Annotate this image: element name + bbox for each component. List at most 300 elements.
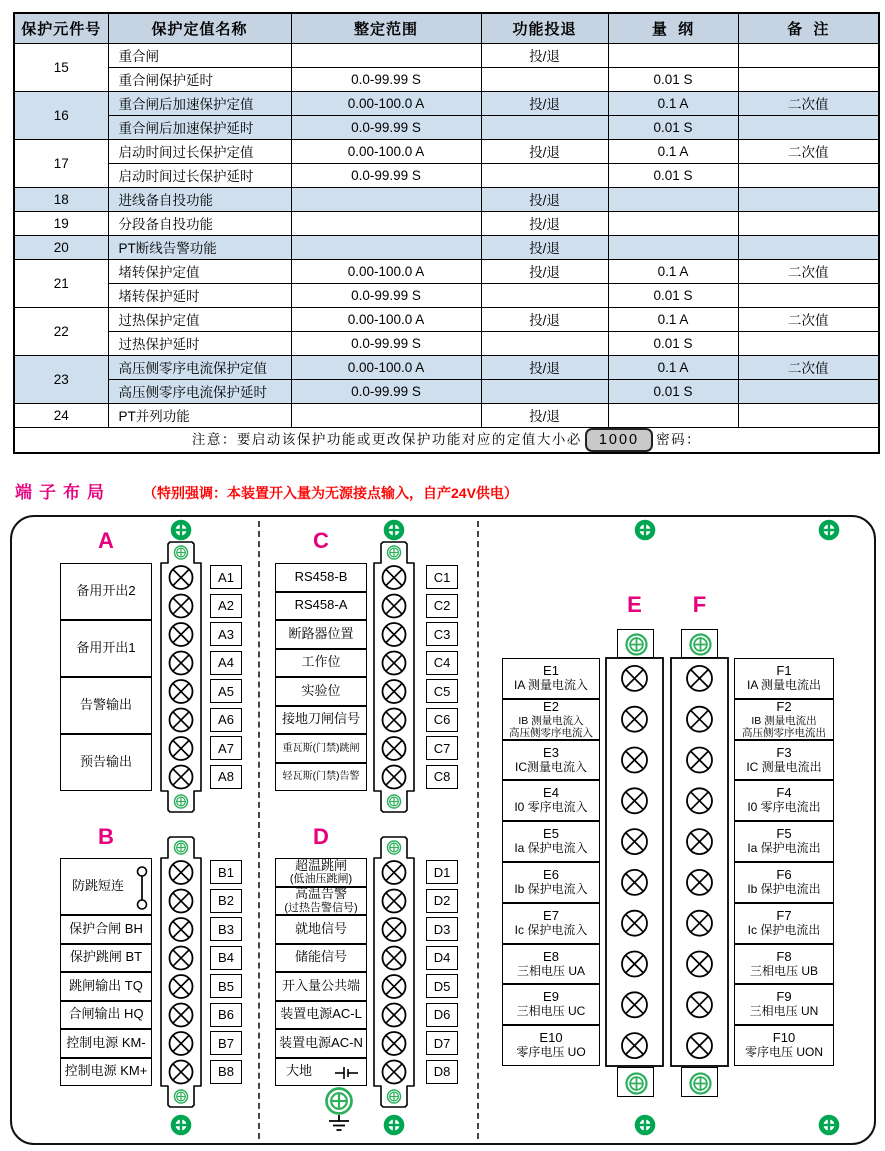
block-d-label-box-7 [275, 1058, 367, 1087]
terminal-number-b7: B7 [210, 1031, 242, 1055]
toggle-cell: 投/退 [481, 139, 608, 163]
setting-name-cell: PT断线告警功能 [108, 235, 291, 259]
terminal-icon-f4 [687, 788, 712, 813]
screw-icon [637, 1117, 653, 1133]
terminal-id: E4 [543, 785, 559, 801]
terminal-desc: 零序电压 UON [744, 1045, 823, 1060]
label-text: 开入量公共端 [281, 977, 360, 993]
range-cell: 0.0-99.99 S [291, 115, 481, 139]
terminal-id: F7 [776, 907, 792, 923]
terminal-icon-d5 [383, 975, 406, 998]
terminal-icon-f8 [687, 952, 712, 977]
range-cell [291, 187, 481, 211]
settings-table [13, 12, 880, 454]
terminal-icon-f6 [687, 870, 712, 895]
terminal-number-b8: B8 [210, 1060, 242, 1084]
element-number-cell: 24 [14, 403, 108, 427]
terminal-desc: Ib 保护电流入 [514, 881, 588, 896]
screw-icon [627, 1073, 647, 1093]
corner-screw-icon [818, 519, 840, 541]
terminal-icon-c1 [383, 566, 406, 589]
terminal-icon-c8 [383, 766, 406, 789]
unit-cell: 0.1 A [608, 91, 738, 115]
terminal-number-d4: D4 [426, 946, 458, 970]
terminal-id: E8 [543, 948, 559, 964]
ground-screw-icon [325, 1087, 353, 1115]
block-b-label: B [98, 824, 114, 849]
label-text: RS458-A [294, 597, 348, 613]
terminal-number-d8: D8 [426, 1060, 458, 1084]
terminal-desc: 零序电压 UO [516, 1045, 586, 1060]
label-text: 工作位 [301, 654, 341, 670]
screw-icon [173, 1117, 189, 1133]
terminal-icon-d6 [383, 1004, 406, 1027]
terminal-id: F10 [772, 1030, 796, 1046]
terminal-desc: Ic 保护电流入 [514, 922, 588, 937]
terminal-number-a5: A5 [210, 679, 242, 703]
terminal-id: F5 [776, 826, 792, 842]
range-cell: 0.00-100.0 A [291, 91, 481, 115]
terminal-icon-f5 [687, 829, 712, 854]
screw-icon [327, 1089, 352, 1114]
note-suffix: 密码： [656, 431, 702, 447]
row-f4-label [734, 780, 834, 821]
remark-cell [738, 67, 879, 91]
setting-name-cell: 启动时间过长保护定值 [108, 139, 291, 163]
terminal-id: F8 [776, 948, 792, 964]
terminal-icon-b1 [170, 861, 193, 884]
terminal-number-a1: A1 [210, 565, 242, 589]
range-cell [291, 43, 481, 67]
unit-cell: 0.01 S [608, 67, 738, 91]
table-row [14, 403, 879, 427]
range-cell: 0.0-99.99 S [291, 163, 481, 187]
setting-name-cell: 重合闸后加速保护延时 [108, 115, 291, 139]
section-emphasis: （特别强调：本装置开入量为无源接点输入，自产24V供电） [143, 485, 518, 501]
terminal-icon-a6 [170, 709, 193, 732]
terminal-desc: 三相电压 UN [749, 1004, 819, 1019]
screw-icon [689, 633, 712, 656]
block-a-label-box-1 [60, 620, 152, 677]
terminal-id: F6 [776, 867, 792, 883]
toggle-cell: 投/退 [481, 403, 608, 427]
terminal-id: E10 [539, 1030, 563, 1046]
terminal-desc: IB 测量电流出 [751, 714, 817, 727]
block-c-label-box-1 [275, 592, 367, 621]
terminal-desc: IA 测量电流入 [513, 677, 588, 692]
corner-screw-icon [170, 1114, 192, 1136]
row-f7-label [734, 903, 834, 944]
terminal-number-d5: D5 [426, 974, 458, 998]
range-cell: 0.00-100.0 A [291, 139, 481, 163]
unit-cell [608, 211, 738, 235]
block-b-label-box-4 [60, 1001, 152, 1030]
table-row [14, 379, 879, 403]
terminal-number-d1: D1 [426, 860, 458, 884]
row-e7-label [502, 903, 600, 944]
toggle-cell: 投/退 [481, 211, 608, 235]
header-cell-1: 保护定值名称 [108, 13, 291, 43]
terminal-icon-d3 [383, 918, 406, 941]
terminal-icon-a1 [170, 566, 193, 589]
range-cell [291, 235, 481, 259]
terminal-icon-e4 [622, 788, 647, 813]
element-number-cell: 20 [14, 235, 108, 259]
terminal-icon-b5 [170, 975, 193, 998]
note-row [14, 427, 879, 453]
label-text: 断路器位置 [288, 625, 354, 641]
block-e-label: E [627, 592, 642, 617]
terminal-icon-b3 [170, 918, 193, 941]
block-d-label-box-3 [275, 944, 367, 973]
terminal-icon-f7 [687, 911, 712, 936]
remark-cell: 二次值 [738, 355, 879, 379]
setting-name-cell: 重合闸保护延时 [108, 67, 291, 91]
terminal-icon-c6 [383, 709, 406, 732]
terminal-icon-a8 [170, 766, 193, 789]
block-b-label-box-6 [60, 1058, 152, 1087]
terminal-desc: 三相电压 UC [516, 1004, 586, 1019]
label-text: 保护跳闸 BT [69, 949, 143, 965]
remark-cell: 二次值 [738, 307, 879, 331]
toggle-cell [481, 283, 608, 307]
terminal-number-a7: A7 [210, 736, 242, 760]
table-row [14, 139, 879, 163]
terminal-number-a2: A2 [210, 594, 242, 618]
row-e1-label [502, 658, 600, 699]
label-text: 预告输出 [79, 754, 132, 770]
corner-screw-icon [818, 1114, 840, 1136]
label-text: 控制电源 KM+ [64, 1063, 148, 1079]
block-d-label-box-2 [275, 915, 367, 944]
toggle-cell [481, 115, 608, 139]
remark-cell [738, 43, 879, 67]
block-c-label-box-4 [275, 677, 367, 706]
terminal-id: F4 [776, 785, 792, 801]
label-text: 高温告警 [294, 886, 347, 902]
setting-name-cell: PT并列功能 [108, 403, 291, 427]
label-text: 合闸输出 HQ [68, 1006, 144, 1022]
screw-icon [691, 1073, 711, 1093]
block-d-label: D [313, 824, 329, 849]
terminal-desc: 高压侧零序电流出 [742, 726, 826, 739]
corner-screw-icon [634, 519, 656, 541]
table-row [14, 283, 879, 307]
element-number-cell: 17 [14, 139, 108, 187]
toggle-cell: 投/退 [481, 259, 608, 283]
remark-cell [738, 403, 879, 427]
terminal-id: E7 [543, 907, 559, 923]
row-f3-label [734, 740, 834, 781]
terminal-icon-c4 [383, 652, 406, 675]
terminal-icon-e8 [622, 952, 647, 977]
label-text: 装置电源AC-N [279, 1034, 363, 1050]
chassis-ground-icon [334, 1065, 360, 1081]
password-box: 1000 [585, 428, 653, 452]
terminal-icon-a3 [170, 623, 193, 646]
row-e8-label [502, 944, 600, 985]
block-d-label-box-1 [275, 887, 367, 916]
block-c-label-box-0 [275, 563, 367, 592]
terminal-icon-f3 [687, 748, 712, 773]
terminal-icon-e2 [622, 707, 647, 732]
range-cell: 0.0-99.99 S [291, 67, 481, 91]
table-row [14, 307, 879, 331]
header-cell-2: 整定范围 [291, 13, 481, 43]
block-b-label-box-0 [60, 858, 152, 915]
terminal-icon-f10 [687, 1033, 712, 1058]
remark-cell [738, 379, 879, 403]
remark-cell [738, 211, 879, 235]
screw-box-e-bottom [617, 1067, 654, 1097]
terminal-number-c2: C2 [426, 594, 458, 618]
range-cell: 0.00-100.0 A [291, 307, 481, 331]
table-row [14, 211, 879, 235]
terminal-number-b1: B1 [210, 860, 242, 884]
setting-name-cell: 重合闸 [108, 43, 291, 67]
block-d-label-box-5 [275, 1001, 367, 1030]
terminal-number-c5: C5 [426, 679, 458, 703]
table-row [14, 235, 879, 259]
jumper-icon [135, 866, 149, 910]
terminal-strip-f [670, 657, 729, 1067]
block-a-label-box-0 [60, 563, 152, 620]
screw-icon [627, 635, 647, 655]
setting-name-cell: 重合闸后加速保护定值 [108, 91, 291, 115]
terminal-icon-b2 [170, 890, 193, 913]
row-f8-label [734, 944, 834, 985]
setting-name-cell: 过热保护延时 [108, 331, 291, 355]
screw-icon [388, 841, 401, 854]
setting-name-cell: 启动时间过长保护延时 [108, 163, 291, 187]
range-cell: 0.0-99.99 S [291, 379, 481, 403]
terminal-icon-c7 [383, 737, 406, 760]
terminal-icon-f1 [687, 666, 712, 691]
range-cell [291, 211, 481, 235]
corner-screw-icon [170, 519, 192, 541]
terminal-icon-b4 [170, 947, 193, 970]
terminal-icon-f9 [687, 992, 712, 1017]
terminal-icon-d4 [383, 947, 406, 970]
note-prefix: 注意：要启动该保护功能或更改保护功能对应的定值大小必 [191, 431, 582, 447]
block-c-label-box-5 [275, 706, 367, 735]
block-c-label: C [313, 528, 329, 553]
row-e6-label [502, 862, 600, 903]
terminal-icon-e3 [622, 748, 647, 773]
toggle-cell [481, 163, 608, 187]
remark-cell: 二次值 [738, 91, 879, 115]
screw-icon [388, 795, 401, 808]
terminal-section-header [15, 478, 518, 503]
table-header-row [14, 13, 879, 43]
element-number-cell: 21 [14, 259, 108, 307]
toggle-cell [481, 67, 608, 91]
dashed-separator [258, 521, 260, 1139]
screw-box-f-bottom [681, 1067, 718, 1097]
terminal-icon-b7 [170, 1032, 193, 1055]
range-cell: 0.00-100.0 A [291, 355, 481, 379]
terminal-number-c4: C4 [426, 651, 458, 675]
block-b-label-box-2 [60, 944, 152, 973]
terminal-number-a3: A3 [210, 622, 242, 646]
terminal-number-b5: B5 [210, 974, 242, 998]
terminal-id: F2 [776, 698, 792, 714]
label-text: 大地 [286, 1063, 313, 1079]
element-number-cell: 18 [14, 187, 108, 211]
terminal-icon-c2 [383, 595, 406, 618]
label-text: 装置电源AC-L [280, 1006, 362, 1022]
remark-cell [738, 331, 879, 355]
setting-name-cell: 进线备自投功能 [108, 187, 291, 211]
row-f9-label [734, 984, 834, 1025]
setting-name-cell: 堵转保护定值 [108, 259, 291, 283]
terminal-id: E5 [543, 826, 559, 842]
screw-icon [175, 1090, 188, 1103]
row-e10-label [502, 1025, 600, 1066]
unit-cell: 0.01 S [608, 379, 738, 403]
section-title: 端子布局 [15, 483, 111, 502]
header-cell-5: 备 注 [738, 13, 879, 43]
toggle-cell: 投/退 [481, 307, 608, 331]
terminal-id: E1 [543, 663, 559, 679]
terminal-id: E2 [543, 698, 559, 714]
corner-screw-icon [634, 1114, 656, 1136]
terminal-icon-b6 [170, 1004, 193, 1027]
block-b-label-box-1 [60, 915, 152, 944]
terminal-desc: 高压侧零序电流入 [509, 726, 593, 739]
block-b-label-box-5 [60, 1029, 152, 1058]
toggle-cell [481, 379, 608, 403]
terminal-desc: 三相电压 UA [516, 963, 585, 978]
header-cell-0: 保护元件号 [14, 13, 108, 43]
element-number-cell: 16 [14, 91, 108, 139]
label-text: 跳闸输出 TQ [69, 977, 143, 993]
terminal-number-d3: D3 [426, 917, 458, 941]
setting-name-cell: 堵转保护延时 [108, 283, 291, 307]
terminal-number-d6: D6 [426, 1003, 458, 1027]
block-f-label: F [692, 592, 707, 617]
screw-icon [175, 795, 188, 808]
screw-icon [388, 546, 401, 559]
terminal-desc: IB 测量电流入 [518, 714, 584, 727]
screw-icon [173, 522, 189, 538]
terminal-desc: IA 测量电流出 [746, 677, 821, 692]
terminal-icon-a7 [170, 737, 193, 760]
label-text: 控制电源 KM- [66, 1034, 146, 1050]
terminal-icon-c3 [383, 623, 406, 646]
terminal-number-b6: B6 [210, 1003, 242, 1027]
unit-cell: 0.1 A [608, 139, 738, 163]
screw-icon [625, 1072, 648, 1095]
row-f5-label [734, 821, 834, 862]
terminal-number-c3: C3 [426, 622, 458, 646]
table-row [14, 67, 879, 91]
terminal-id: E3 [543, 744, 559, 760]
corner-screw-icon [383, 519, 405, 541]
terminal-strip-a [160, 541, 202, 813]
screw-icon [388, 1090, 401, 1103]
screw-icon [637, 522, 653, 538]
remark-cell [738, 283, 879, 307]
terminal-desc: Ia 保护电流入 [514, 841, 588, 856]
terminal-icon-c5 [383, 680, 406, 703]
screw-box-f-top [681, 629, 718, 658]
terminal-desc: IC测量电流入 [514, 759, 587, 774]
toggle-cell: 投/退 [481, 235, 608, 259]
unit-cell [608, 235, 738, 259]
element-number-cell: 19 [14, 211, 108, 235]
setting-name-cell: 分段备自投功能 [108, 211, 291, 235]
setting-name-cell: 高压侧零序电流保护延时 [108, 379, 291, 403]
label-text: 防跳短连 [71, 878, 124, 894]
range-cell: 0.0-99.99 S [291, 331, 481, 355]
label-text: 轻瓦斯(门禁)告警 [282, 771, 360, 783]
terminal-icon-b8 [170, 1061, 193, 1084]
terminal-icon-e9 [622, 992, 647, 1017]
element-number-cell: 22 [14, 307, 108, 355]
screw-box-e-top [617, 629, 654, 658]
row-e4-label [502, 780, 600, 821]
row-f1-label [734, 658, 834, 699]
row-f6-label [734, 862, 834, 903]
unit-cell: 0.01 S [608, 115, 738, 139]
terminal-number-b4: B4 [210, 946, 242, 970]
screw-icon [175, 546, 188, 559]
screw-icon [625, 633, 648, 656]
label-text: (过热告警信号) [284, 901, 358, 914]
unit-cell: 0.1 A [608, 259, 738, 283]
block-d-label-box-4 [275, 972, 367, 1001]
unit-cell: 0.01 S [608, 331, 738, 355]
terminal-id: E6 [543, 867, 559, 883]
table-row [14, 355, 879, 379]
terminal-icon-e10 [622, 1033, 647, 1058]
terminal-icon-a2 [170, 595, 193, 618]
block-d-label-box-6 [275, 1029, 367, 1058]
remark-cell [738, 115, 879, 139]
screw-icon [175, 841, 188, 854]
label-text: (低油压跳闸) [289, 873, 353, 886]
terminal-desc: Ib 保护电流出 [747, 881, 821, 896]
screw-icon [691, 635, 711, 655]
label-text: 保护合闸 BH [69, 920, 143, 936]
screw-icon [821, 522, 837, 538]
label-text: RS458-B [294, 568, 348, 584]
range-cell: 0.00-100.0 A [291, 259, 481, 283]
unit-cell [608, 43, 738, 67]
row-f2-label [734, 699, 834, 740]
terminal-number-d7: D7 [426, 1031, 458, 1055]
remark-cell: 二次值 [738, 259, 879, 283]
terminal-number-a4: A4 [210, 651, 242, 675]
block-c-label-box-2 [275, 620, 367, 649]
terminal-id: F9 [776, 989, 792, 1005]
terminal-number-b3: B3 [210, 917, 242, 941]
element-number-cell: 15 [14, 43, 108, 91]
label-text: 重瓦斯(门禁)跳闸 [282, 742, 360, 754]
terminal-icon-a4 [170, 652, 193, 675]
terminal-id: F1 [776, 663, 792, 679]
block-a-label: A [98, 528, 114, 553]
terminal-icon-d1 [383, 861, 406, 884]
table-row [14, 115, 879, 139]
terminal-id: E9 [543, 989, 559, 1005]
table-row [14, 91, 879, 115]
toggle-cell: 投/退 [481, 91, 608, 115]
terminal-desc: Ia 保护电流出 [747, 841, 821, 856]
block-c-label-box-6 [275, 734, 367, 763]
block-a-label-box-2 [60, 677, 152, 734]
